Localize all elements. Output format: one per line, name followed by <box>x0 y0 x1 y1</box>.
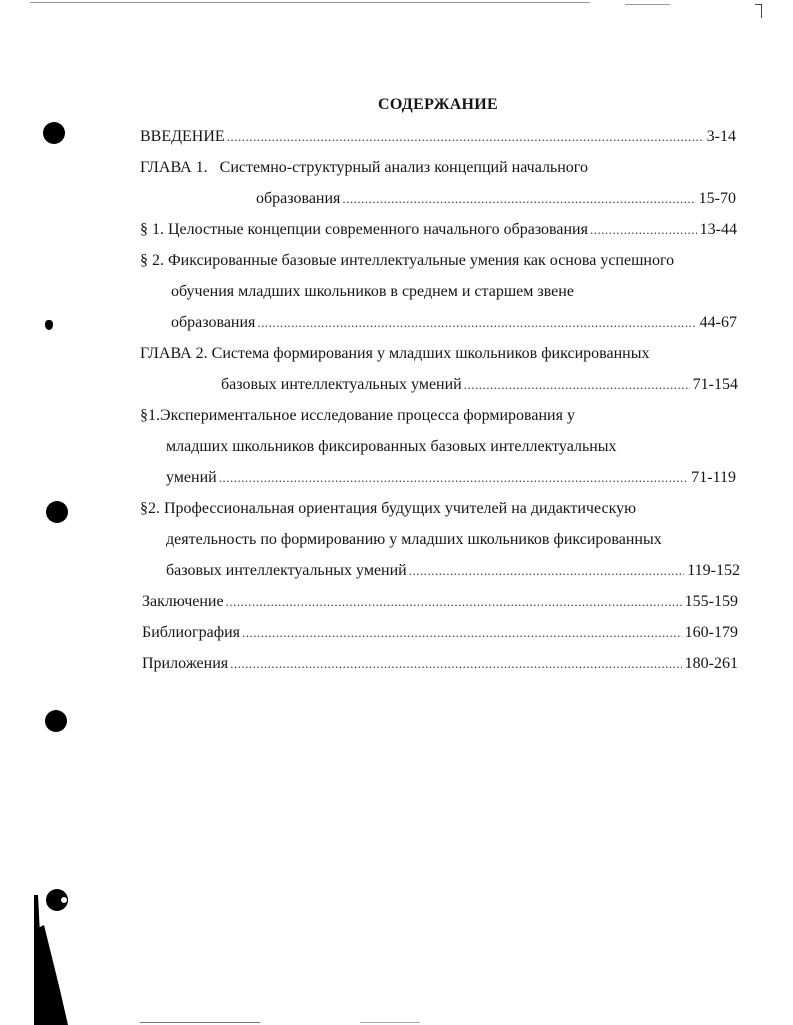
toc-dot-leader <box>590 219 697 241</box>
toc-entry-pages: 71-154 <box>692 376 738 393</box>
toc-dot-leader <box>219 467 689 489</box>
toc-entry-pages: 44-67 <box>699 314 737 331</box>
toc-entry-pages: 71-119 <box>691 469 736 486</box>
toc-title: СОДЕРЖАНИЕ <box>377 96 499 113</box>
toc-entry-section-2-2-end <box>166 560 740 582</box>
toc-entry-text: Заключение <box>142 593 224 610</box>
toc-entry-section-1-2 <box>140 250 674 272</box>
toc-entry-section-2-1 <box>140 405 575 427</box>
toc-entry-pages: 15-70 <box>698 190 736 207</box>
toc-entry-chapter-1 <box>140 157 588 179</box>
toc-entry-text: Приложения <box>142 655 229 672</box>
toc-entry-text: § 1. Целостные концепции современного начального образования <box>140 221 588 238</box>
toc-entry-section-1-2-cont <box>171 281 574 303</box>
toc-entry-text: образования <box>256 190 341 207</box>
toc-entry-pages: 3-14 <box>706 128 736 145</box>
toc-dot-leader <box>464 374 690 396</box>
toc-entry-text: ВВЕДЕНИЕ <box>140 128 225 145</box>
toc-entry-text: §2. Профессиональная ориентация будущих учителей на дидактическую <box>140 500 637 517</box>
toc-dot-leader <box>257 312 696 334</box>
toc-entry-section-1-2-end <box>171 312 737 334</box>
toc-entry-chapter-2-cont <box>221 374 738 396</box>
toc-entry-appendices <box>142 653 738 675</box>
toc-entry-text: образования <box>171 314 256 331</box>
toc-entry-section-2-1-end <box>166 467 736 489</box>
toc-entry-text: § 2. Фиксированные базовые интеллектуальные умения как основа успешного <box>140 252 675 269</box>
toc-entry-pages: 180-261 <box>684 655 738 672</box>
toc-entry-text: §1.Экспериментальное исследование процесса формирования у <box>140 407 575 424</box>
toc-entry-text: ГЛАВА 2. Система формирования у младших школьников фиксированных <box>140 345 650 362</box>
toc-entry-text: ГЛАВА 1. Системно-структурный анализ концепций начального <box>140 159 588 176</box>
toc-entry-section-2-2-cont <box>166 529 662 551</box>
toc-entry-text: младших школьников фиксированных базовых интеллектуальных <box>166 438 617 455</box>
toc-entry-pages: 13-44 <box>699 221 737 238</box>
toc-dot-leader <box>342 188 695 210</box>
toc-entry-pages: 119-152 <box>687 562 740 579</box>
toc-entry-chapter-2 <box>140 343 649 365</box>
toc-entry-introduction <box>140 126 736 148</box>
toc-entry-text: деятельность по формированию у младших школьников фиксированных <box>166 531 662 548</box>
toc-entry-text: умений <box>166 469 217 486</box>
toc-entry-section-1-1 <box>140 219 737 241</box>
toc-entry-text: Библиография <box>142 624 240 641</box>
toc-dot-leader <box>227 126 704 148</box>
toc-entry-chapter-1-cont <box>256 188 736 210</box>
toc-entry-conclusion <box>142 591 738 613</box>
toc-dot-leader <box>242 622 682 644</box>
toc-dot-leader <box>409 560 685 582</box>
toc-entry-bibliography <box>142 622 738 644</box>
toc-entry-section-2-1-cont <box>166 436 617 458</box>
toc-entry-text: базовых интеллектуальных умений <box>166 562 407 579</box>
toc-entry-pages: 160-179 <box>684 624 738 641</box>
toc-dot-leader <box>230 653 682 675</box>
toc-entry-text: обучения младших школьников в среднем и старшем звене <box>171 283 574 300</box>
toc-entry-pages: 155-159 <box>684 593 738 610</box>
toc-entry-text: базовых интеллектуальных умений <box>221 376 462 393</box>
toc-dot-leader <box>226 591 682 613</box>
toc-entry-section-2-2 <box>140 498 636 520</box>
